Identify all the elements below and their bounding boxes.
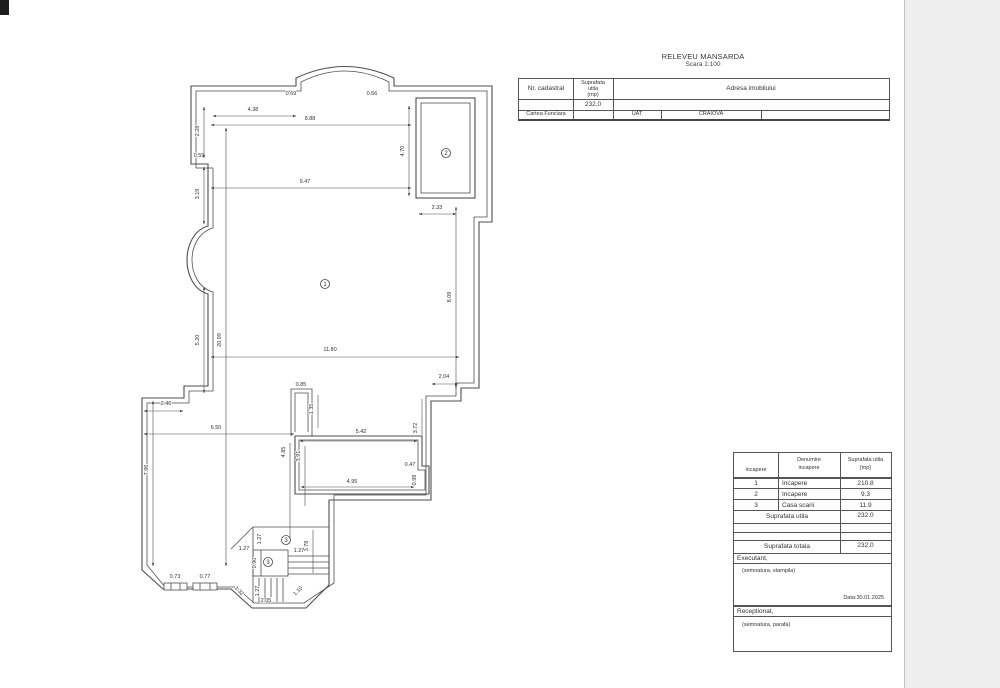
dimension-label: 8.88 — [304, 116, 316, 122]
dimension-label: 1.10 — [292, 585, 305, 598]
dimension-label: 0.85 — [295, 382, 307, 388]
date-label: Data:30.01.2025 — [843, 595, 884, 601]
rooms-h-col2-l1: Denumire — [797, 457, 821, 463]
suprafata-value: 232.0 — [584, 101, 602, 108]
dimension-label: 11.80 — [323, 347, 337, 353]
dimension-label: 0.73 — [169, 574, 181, 580]
dimension-label: 2.04 — [438, 374, 450, 380]
dimension-label: 2.28 — [195, 125, 201, 137]
dimension-label: 1.27 — [255, 585, 261, 597]
dimension-label: 20.99 — [217, 333, 223, 347]
dimension-label: 1.35 — [309, 403, 315, 415]
dimension-label: 0.69 — [285, 91, 297, 97]
nr-cadastral-label: Nr. cadastral — [527, 85, 565, 92]
room-area: 210.8 — [857, 480, 874, 487]
dimension-label: 9.47 — [299, 179, 311, 185]
rooms-h-col3-l1: Suprafata utila — [847, 457, 884, 463]
dimension-label: 0.59 — [193, 153, 205, 159]
uat-label: UAT — [631, 111, 643, 117]
room-number-label: 3 — [284, 538, 288, 545]
receptionat-note: (semnatura, parafa) — [742, 622, 791, 628]
room-number-label: 2 — [444, 151, 448, 158]
room-name: Incapere — [782, 491, 808, 498]
title-block — [518, 52, 888, 70]
suprafata-utila-value: 232.0 — [857, 512, 874, 519]
page-scale: Scara 1:100 — [685, 61, 721, 69]
dimension-label: 8.09 — [447, 291, 453, 303]
page-corner-mark — [0, 0, 9, 15]
dimension-label: 3.91 — [296, 450, 302, 462]
suprafata-label-l1: Suprafata — [581, 80, 605, 86]
suprafata-utila-label: Suprafata utila — [766, 513, 808, 520]
suprafata-label-l3: (mp) — [587, 92, 599, 98]
plan-room2-inner — [421, 103, 470, 193]
dimension-label: 6.50 — [210, 425, 222, 431]
dimension-label: 3.78 — [304, 540, 310, 552]
page-right-margin — [904, 0, 1000, 688]
rooms-h-col1: incapere — [745, 467, 767, 473]
dimension-label: 4.85 — [281, 446, 287, 458]
room-name: Incapere — [782, 480, 808, 487]
dimension-label: 2.46 — [160, 401, 172, 407]
dimension-label: 3.72 — [413, 422, 419, 434]
plan-notch-inner — [295, 393, 308, 432]
dimension-label: 1.27 — [238, 546, 250, 552]
plan-room2-outer — [416, 98, 475, 198]
room-area: 11.9 — [859, 502, 872, 509]
room-number-label: 3 — [266, 560, 270, 567]
suprafata-totala-label: Suprafata totala — [764, 543, 810, 550]
room-nr: 2 — [754, 491, 758, 498]
dimension-label: 0.98 — [412, 474, 418, 486]
dimension-label: 2.05 — [260, 598, 272, 604]
dimension-label: 0.66 — [366, 91, 378, 97]
suprafata-totala-value: 232.0 — [857, 542, 874, 549]
cartea-funciara-label: Cartea Funciara — [526, 111, 566, 117]
rooms-table — [733, 452, 892, 652]
executant-label: Executant, — [737, 555, 768, 562]
dimension-label: 5.42 — [355, 429, 367, 435]
page-title: RELEVEU MANSARDA — [661, 52, 745, 61]
dimension-label: 1.32 — [232, 585, 245, 598]
room-number-label: 1 — [323, 282, 327, 289]
room-nr: 1 — [754, 480, 758, 487]
dimension-label: 0.47 — [404, 462, 416, 468]
room-area: 9.3 — [860, 491, 871, 498]
adresa-label: Adresa imobilului — [726, 85, 776, 92]
cadastral-table — [518, 78, 890, 121]
dimension-label: 1.27 — [257, 533, 263, 545]
dimension-label: 4.38 — [247, 107, 259, 113]
rooms-h-col3-l2: [mp] — [860, 465, 871, 471]
dimension-label: 0.77 — [199, 574, 211, 580]
executant-note: (semnatura, stampila) — [742, 568, 796, 574]
dimension-label: 0.90 — [252, 557, 258, 569]
room-label-layer — [264, 149, 451, 567]
plan-staircase — [231, 527, 329, 603]
receptionat-label: Receptionat, — [737, 608, 774, 615]
uat-value: CRAIOVA — [698, 111, 724, 117]
dimension-label: 4.70 — [400, 145, 406, 157]
dimension-label: 3.19 — [195, 188, 201, 200]
rooms-h-col2-l2: incapere — [798, 465, 820, 471]
dimension-label: 2.33 — [431, 205, 443, 211]
room-name: Casa scarii — [782, 502, 815, 509]
suprafata-label-l2: utila — [587, 86, 599, 92]
room-nr: 3 — [754, 502, 758, 509]
dimension-label: 7.96 — [144, 464, 150, 476]
dimension-label: 1.27 — [293, 548, 305, 554]
dimension-label: 4.95 — [346, 479, 358, 485]
dimension-label: 5.20 — [195, 334, 201, 346]
